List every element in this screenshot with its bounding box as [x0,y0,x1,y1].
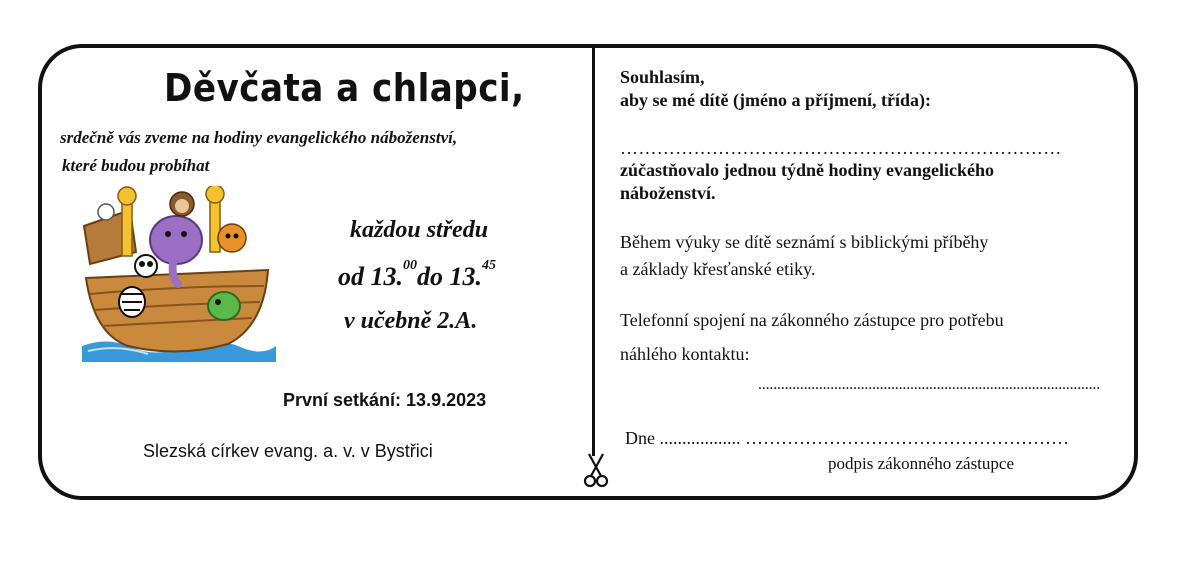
scissors-icon [583,452,609,488]
time-from: od 13. [338,262,403,291]
schedule-room: v učebně 2.A. [344,308,478,334]
teaching-text: Během výuky se dítě seznámí s biblickými příběhy [620,232,989,252]
phone-field[interactable]: .......................................................................................... [758,376,1101,393]
time-from-minutes: 00 [403,258,417,274]
time-to-minutes: 45 [482,258,496,274]
schedule-day: každou středu [350,217,489,243]
church-name: Slezská církev evang. a. v. v Bystřici [143,441,433,461]
invitation-text-2: které budou probíhat [62,156,210,175]
phone-label: Telefonní spojení na zákonného zástupce pro potřebu [620,310,1004,330]
schedule-time [338,258,496,292]
date-signature-field[interactable]: Dne .................. ……………………………………………… [625,428,1069,448]
signature-label: podpis zákonného zástupce [828,454,1014,473]
phone-label-2: náhlého kontaktu: [620,344,750,364]
teaching-text-2: a základy křesťanské etiky. [620,259,816,279]
first-meeting: První setkání: 13.9.2023 [283,390,487,410]
child-name-field[interactable]: ……………………………………………………………… [620,138,1062,158]
participation-text-2: náboženství. [620,183,716,203]
consent-heading: Souhlasím, [620,67,705,87]
page-title: Děvčata a chlapci, [164,66,525,110]
noahs-ark-illustration [78,186,278,364]
participation-text: zúčastňovalo jednou týdně hodiny evangelického [620,160,995,180]
consent-child-label: aby se mé dítě (jméno a příjmení, třída): [620,90,931,110]
invitation-text: srdečně vás zveme na hodiny evangelického náboženství, [60,128,458,147]
cut-line [592,46,595,456]
time-to: do 13. [417,262,482,291]
